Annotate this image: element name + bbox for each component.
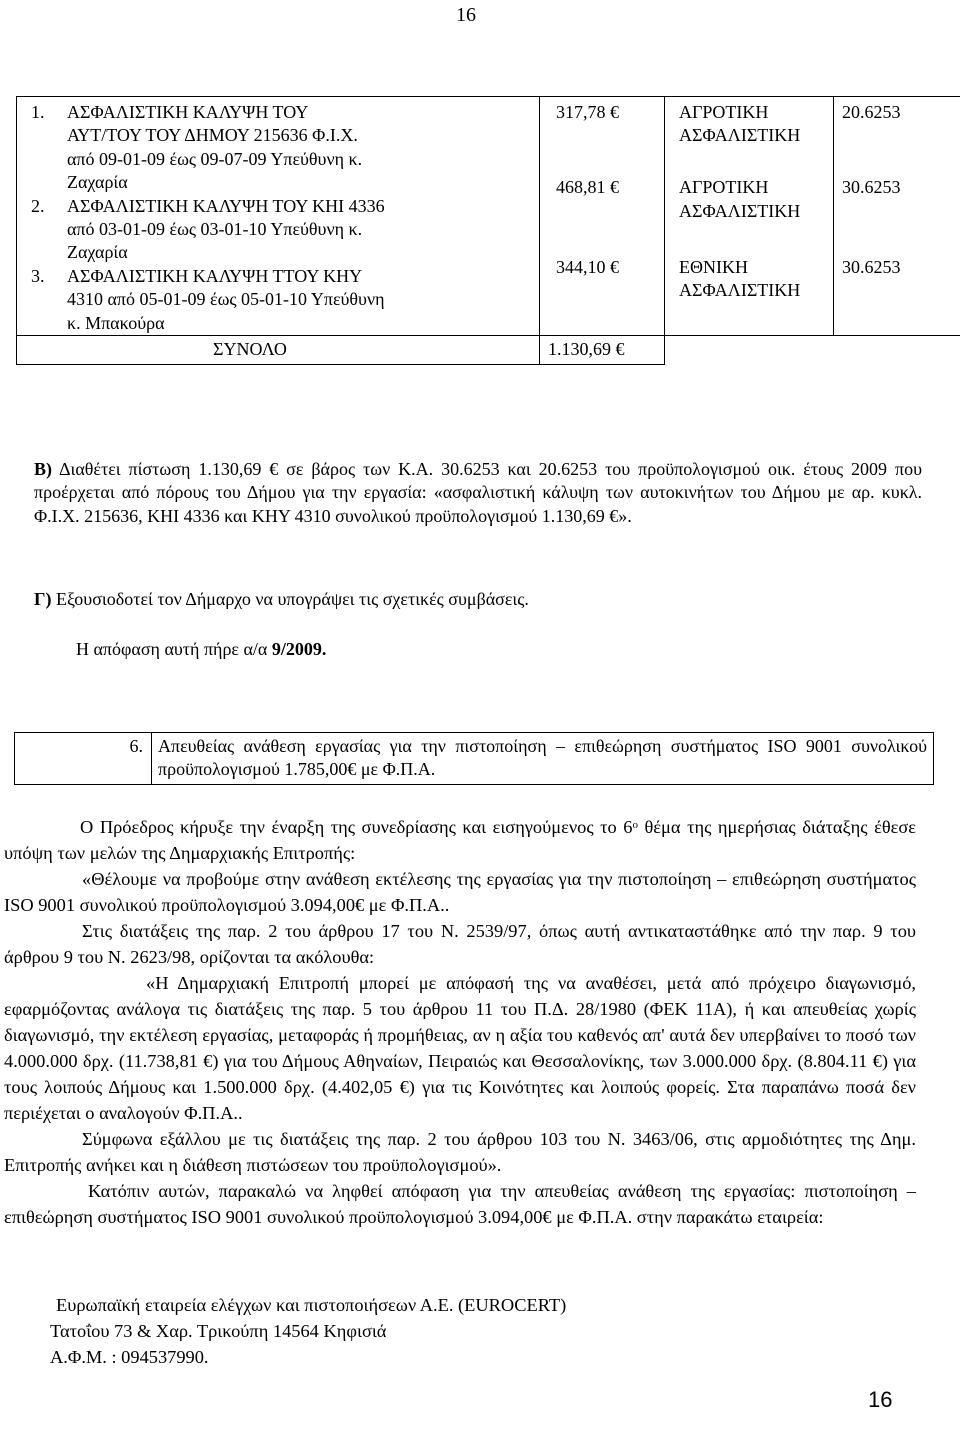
page-number-top: 16 [456,4,476,26]
insurer-line: ΑΣΦΑΛΙΣΤΙΚΗ [679,279,801,300]
insurer-line: ΑΣΦΑΛΙΣΤΙΚΗ [679,200,801,221]
company-block [50,1292,566,1370]
insurer-cell [665,256,834,336]
item-number: 3. [31,265,45,286]
item-amount: 344,10 € [556,256,619,277]
paragraph: Στις διατάξεις της παρ. 2 του άρθρου 17 του Ν. 2539/97, όπως αυτή αντικαταστάθηκε από την παρ. 9 του άρθρου 9 του Ν. 2623/98, ορίζονται τα ακόλουθα: [4,921,916,967]
item6-title: Απευθείας ανάθεση εργασίας για την πιστοποίηση – επιθεώρηση συστήματος ISO 9001 συνολικού προϋπολογισμού 1.785,00€ με Φ.Π.Α. [152,733,934,785]
paragraph-text: θέμα της ημερήσιας διάταξης έθεσε υπόψη των μελών της Δημαρχιακής Επιτροπής: [4,817,916,863]
code-cell [834,97,960,177]
item-amount: 317,78 € [556,102,619,122]
description-line: από 03-01-09 έως 03-01-10 Υπεύθυνη κ. [67,218,363,239]
section-b [34,458,922,528]
list-item [17,265,539,335]
section-b-label: Β) [34,459,52,479]
decision-number: 9/2009. [271,639,327,659]
item6-number: 6. [15,733,152,785]
budget-code: 30.6253 [842,177,901,198]
item-description [67,265,467,335]
paragraph: Κατόπιν αυτών, παρακαλώ να ληφθεί απόφαση για την απευθείας ανάθεση της εργασίας: πιστοποίηση – επιθεώρηση συστήματος ISO 9001 συνολικού προϋπολογισμού 3.094,00€ με Φ.Π.Α. στην παρακάτω εταιρεία: [4,1181,916,1227]
list-item [17,195,539,265]
total-amount: 1.130,69 € [548,338,625,359]
table-row [17,97,960,177]
budget-code: 20.6253 [842,102,901,122]
code-cell [834,256,960,336]
total-label-cell [17,335,540,364]
amount-cell [540,176,665,255]
code-cell [834,176,960,255]
description-line: ΑΣΦΑΛΙΣΤΙΚΗ ΚΑΛΥΨΗ ΤΤΟΥ ΚΗΥ [67,265,363,286]
superscript: ο [632,819,638,831]
company-name: Ευρωπαϊκή εταιρεία ελέγχων και πιστοποιήσεων Α.Ε. (EUROCERT) [56,1295,567,1315]
insurer-name [665,176,833,252]
description-line: Ζαχαρία [67,242,128,263]
item-description [67,101,467,195]
company-afm: Α.Φ.Μ. : 094537990. [50,1347,209,1367]
paragraph: Σύμφωνα εξάλλου με τις διατάξεις της παρ. 2 του άρθρου 103 του Ν. 3463/06, στις αρμοδιότητες της Δημ. Επιτροπής ανήκει και η διάθεση πιστώσεων του προϋπολογισμού». [4,1129,916,1175]
description-line: ΑΣΦΑΛΙΣΤΙΚΗ ΚΑΛΥΨΗ ΤΟΥ ΚΗΙ 4336 [67,195,385,216]
insurance-table [16,96,960,365]
insurer-name [665,97,833,173]
page-number-bottom: 16 [868,1387,893,1412]
insurer-cell [665,176,834,255]
description-line: Ζαχαρία [67,172,128,193]
item-amount: 468,81 € [556,177,619,198]
description-line: 4310 από 05-01-09 έως 05-01-10 Υπεύθυνη [67,289,385,310]
proposal-body [4,814,916,1230]
section-b-text: Διαθέτει πίστωση 1.130,69 € σε βάρος των Κ.Α. 30.6253 και 20.6253 του προϋπολογισμού οικ. έτους 2009 που προέρχεται από πόρους του Δήμου για την εργασία: «ασφαλιστική κάλυψη των αυτοκινήτων του Δήμου με αρ. κυκλ. Φ.Ι.Χ. 215636, ΚΗΙ 4336 και ΚΗΥ 4310 συνολικού προϋπολογισμού 1.130,69 €». [34,459,922,526]
list-item [17,101,539,195]
amount-cell [540,97,665,177]
description-line: από 09-01-09 έως 09-07-09 Υπεύθυνη κ. [67,148,363,169]
paragraph: «Θέλουμε να προβούμε στην ανάθεση εκτέλεσης της εργασίας για την πιστοποίηση – επιθεώρηση συστήματος ISO 9001 συνολικού προϋπολογισμού 3.094,00€ με Φ.Π.Α.. [4,869,916,915]
section-c-text: Εξουσιοδοτεί τον Δήμαρχο να υπογράψει τις σχετικές συμβάσεις. [55,589,529,609]
paragraph-text: Ο Πρόεδρος κήρυξε την έναρξη της συνεδρίασης και εισηγούμενος το 6 [80,817,633,837]
empty-cell [665,335,834,364]
description-line: ΑΥΤ/ΤΟΥ ΤΟΥ ΔΗΜΟΥ 215636 Φ.Ι.Χ. [67,125,358,146]
paragraph: «Η Δημαρχιακή Επιτροπή μπορεί με απόφασή της να αναθέσει, μετά από πρόχειρο διαγωνισμό, εφαρμόζοντας ανάλογα τις διατάξεις της παρ. 5 του άρθρου 11 του Π.Δ. 28/1980 (ΦΕΚ 11Α), ή και απευθείας χωρίς διαγωνισμό, την εκτέλεση εργασίας, μεταφοράς ή προμήθειας, αν η αξία του καθενός απ' αυτά δεν υπερβαίνει το ποσό των 4.000.000 δρχ. (11.738,81 €) για του Δήμους Αθηναίων, Πειραιώς και Θεσσαλονίκης, των 3.000.000 δρχ. (8.804.11 €) για τους λοιπούς Δήμους και 1.500.000 δρχ. (4.402,05 €) για τις Κοινότητες και λοιπούς φορείς. Στα παραπάνω ποσά δεν περιέχεται ο αναλογούν Φ.Π.Α.. [4,973,916,1123]
empty-cell [834,335,960,364]
table-row [15,733,934,785]
item-description [67,195,467,265]
decision-line [76,638,960,661]
total-row [17,335,960,364]
item6-table [14,732,934,785]
insurer-cell [665,97,834,177]
item-number: 1. [31,102,45,122]
description-line: ΑΣΦΑΛΙΣΤΙΚΗ ΚΑΛΥΨΗ ΤΟΥ [67,102,309,122]
section-c [34,588,922,611]
descriptions-cell [17,97,540,336]
decision-text: Η απόφαση αυτή πήρε α/α [76,639,268,659]
total-label: ΣΥΝΟΛΟ [213,338,287,359]
section-c-label: Γ) [34,589,52,609]
insurer-line: ΑΣΦΑΛΙΣΤΙΚΗ [679,125,801,146]
insurer-line: ΑΓΡΟΤΙΚΗ [679,177,769,198]
company-address: Τατοΐου 73 & Χαρ. Τρικούπη 14564 Κηφισιά [50,1321,387,1341]
item-number: 2. [31,195,45,216]
insurer-line: ΑΓΡΟΤΙΚΗ [679,102,769,122]
paragraph [4,814,916,866]
insurer-line: ΕΘΝΙΚΗ [679,256,748,277]
insurer-name [665,256,833,332]
description-line: κ. Μπακούρα [67,312,165,333]
total-amount-cell [540,335,665,364]
budget-code: 30.6253 [842,256,901,277]
amount-cell [540,256,665,336]
